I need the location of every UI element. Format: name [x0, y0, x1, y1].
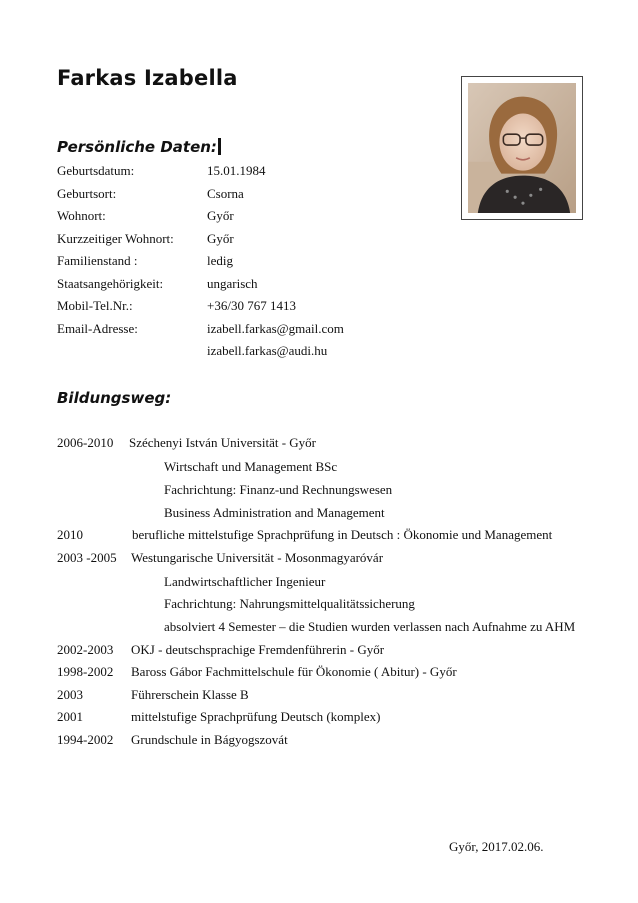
personal-label-temp-residence: Kurzzeitiger Wohnort:	[57, 231, 174, 246]
personal-label-nationality: Staatsangehörigkeit:	[57, 276, 164, 291]
personal-label-residence: Wohnort:	[57, 208, 106, 223]
personal-value-residence: Győr	[207, 208, 234, 223]
education-year: 2006-2010	[57, 435, 114, 450]
education-text: berufliche mittelstufige Sprachprüfung in Deutsch : Ökonomie und Management	[132, 527, 553, 542]
education-year: 1994-2002	[57, 732, 114, 747]
personal-label-birthdate: Geburtsdatum:	[57, 163, 135, 178]
personal-value-temp-residence: Győr	[207, 231, 234, 246]
text-cursor	[218, 138, 221, 155]
education-year: 2001	[57, 709, 83, 724]
education-text: Fachrichtung: Nahrungsmittelqualitätssicherung	[164, 596, 415, 611]
personal-value-marital-status: ledig	[207, 253, 233, 268]
education-text: Fachrichtung: Finanz-und Rechnungswesen	[164, 482, 393, 497]
education-text: Landwirtschaftlicher Ingenieur	[164, 574, 326, 589]
education-text: Wirtschaft und Management BSc	[164, 459, 338, 474]
education-text: Westungarische Universität - Mosonmagyaróvár	[131, 550, 384, 565]
education-text: absolviert 4 Semester – die Studien wurden verlassen nach Aufnahme zu AHM	[164, 619, 576, 634]
education-year: 1998-2002	[57, 664, 114, 679]
education-year: 2010	[57, 527, 83, 542]
personal-label-email: Email-Adresse:	[57, 321, 138, 336]
personal-value-mobile: +36/30 767 1413	[207, 298, 296, 313]
education-heading: Bildungsweg:	[57, 389, 172, 407]
education-text: Grundschule in Bágyogszovát	[131, 732, 288, 747]
personal-value-nationality: ungarisch	[207, 276, 258, 291]
personal-data-heading	[57, 138, 221, 156]
personal-label-marital-status: Familienstand :	[57, 253, 138, 268]
personal-value-email-2[interactable]: izabell.farkas@audi.hu	[207, 343, 328, 358]
education-year: 2002-2003	[57, 642, 114, 657]
education-text: Széchenyi István Universität - Győr	[129, 435, 317, 450]
personal-value-birthplace: Csorna	[207, 186, 244, 201]
profile-photo	[461, 76, 583, 220]
personal-label-mobile: Mobil-Tel.Nr.:	[57, 298, 133, 313]
education-text: Baross Gábor Fachmittelschule für Ökonomie ( Abitur) - Győr	[131, 664, 457, 679]
applicant-name: Farkas Izabella	[57, 66, 238, 90]
education-year: 2003 -2005	[57, 550, 117, 565]
education-year: 2003	[57, 687, 83, 702]
education-text: Business Administration and Management	[164, 505, 385, 520]
personal-data-title: Persönliche Daten:	[57, 138, 217, 156]
education-text: mittelstufige Sprachprüfung Deutsch (komplex)	[131, 709, 381, 724]
place-date-signature: Győr, 2017.02.06.	[449, 839, 544, 854]
education-text: Führerschein Klasse B	[131, 687, 249, 702]
personal-label-birthplace: Geburtsort:	[57, 186, 117, 201]
personal-value-birthdate: 15.01.1984	[207, 163, 266, 178]
personal-value-email-1[interactable]: izabell.farkas@gmail.com	[207, 321, 344, 336]
portrait-image	[468, 83, 576, 213]
education-text: OKJ - deutschsprachige Fremdenführerin - Győr	[131, 642, 385, 657]
